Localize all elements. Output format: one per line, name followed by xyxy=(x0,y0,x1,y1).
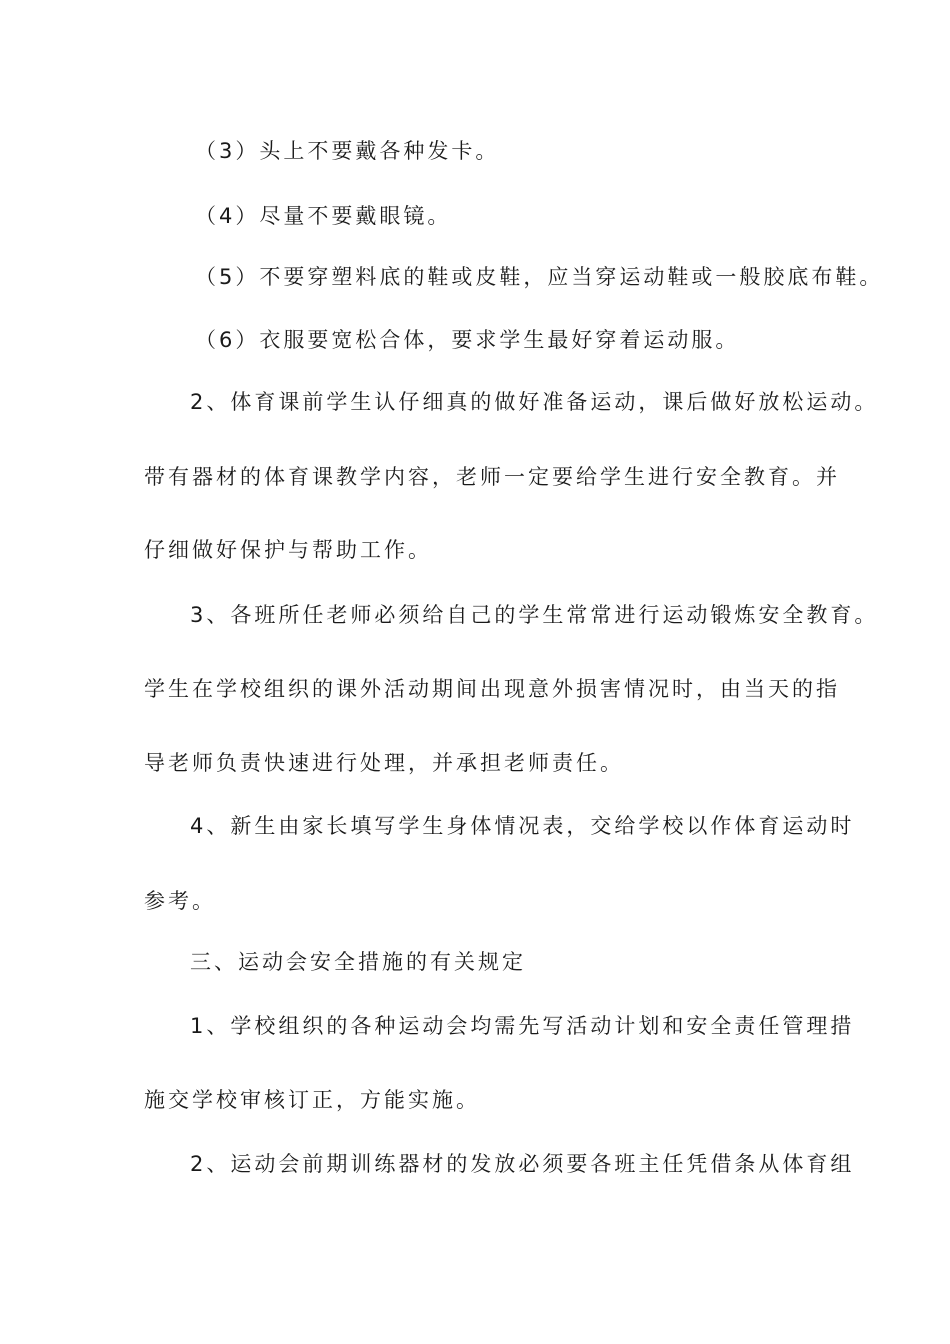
section-heading: 三、运动会安全措施的有关规定 xyxy=(190,950,526,974)
paragraph-3-line-2: 学生在学校组织的课外活动期间出现意外损害情况时，由当天的指 xyxy=(144,677,840,701)
list-item-4: （4）尽量不要戴眼镜。 xyxy=(195,204,452,228)
paragraph-2-line-1: 2、体育课前学生认仔细真的做好准备运动，课后做好放松运动。 xyxy=(190,390,879,414)
section-item-1-line-1: 1、学校组织的各种运动会均需先写活动计划和安全责任管理措 xyxy=(190,1014,855,1038)
paragraph-3-line-1: 3、各班所任老师必须给自己的学生常常进行运动锻炼安全教育。 xyxy=(190,603,879,627)
paragraph-4-line-2: 参考。 xyxy=(144,889,216,913)
paragraph-4-line-1: 4、新生由家长填写学生身体情况表，交给学校以作体育运动时 xyxy=(190,814,855,838)
list-item-3: （3）头上不要戴各种发卡。 xyxy=(195,139,500,163)
list-item-6: （6）衣服要宽松合体，要求学生最好穿着运动服。 xyxy=(195,328,740,352)
paragraph-3-line-3: 导老师负责快速进行处理，并承担老师责任。 xyxy=(144,751,624,775)
section-item-2-line-1: 2、运动会前期训练器材的发放必须要各班主任凭借条从体育组 xyxy=(190,1152,855,1176)
paragraph-2-line-3: 仔细做好保护与帮助工作。 xyxy=(144,538,432,562)
list-item-5: （5）不要穿塑料底的鞋或皮鞋，应当穿运动鞋或一般胶底布鞋。 xyxy=(195,265,884,289)
paragraph-2-line-2: 带有器材的体育课教学内容，老师一定要给学生进行安全教育。并 xyxy=(144,465,840,489)
section-item-1-line-2: 施交学校审核订正，方能实施。 xyxy=(144,1088,480,1112)
